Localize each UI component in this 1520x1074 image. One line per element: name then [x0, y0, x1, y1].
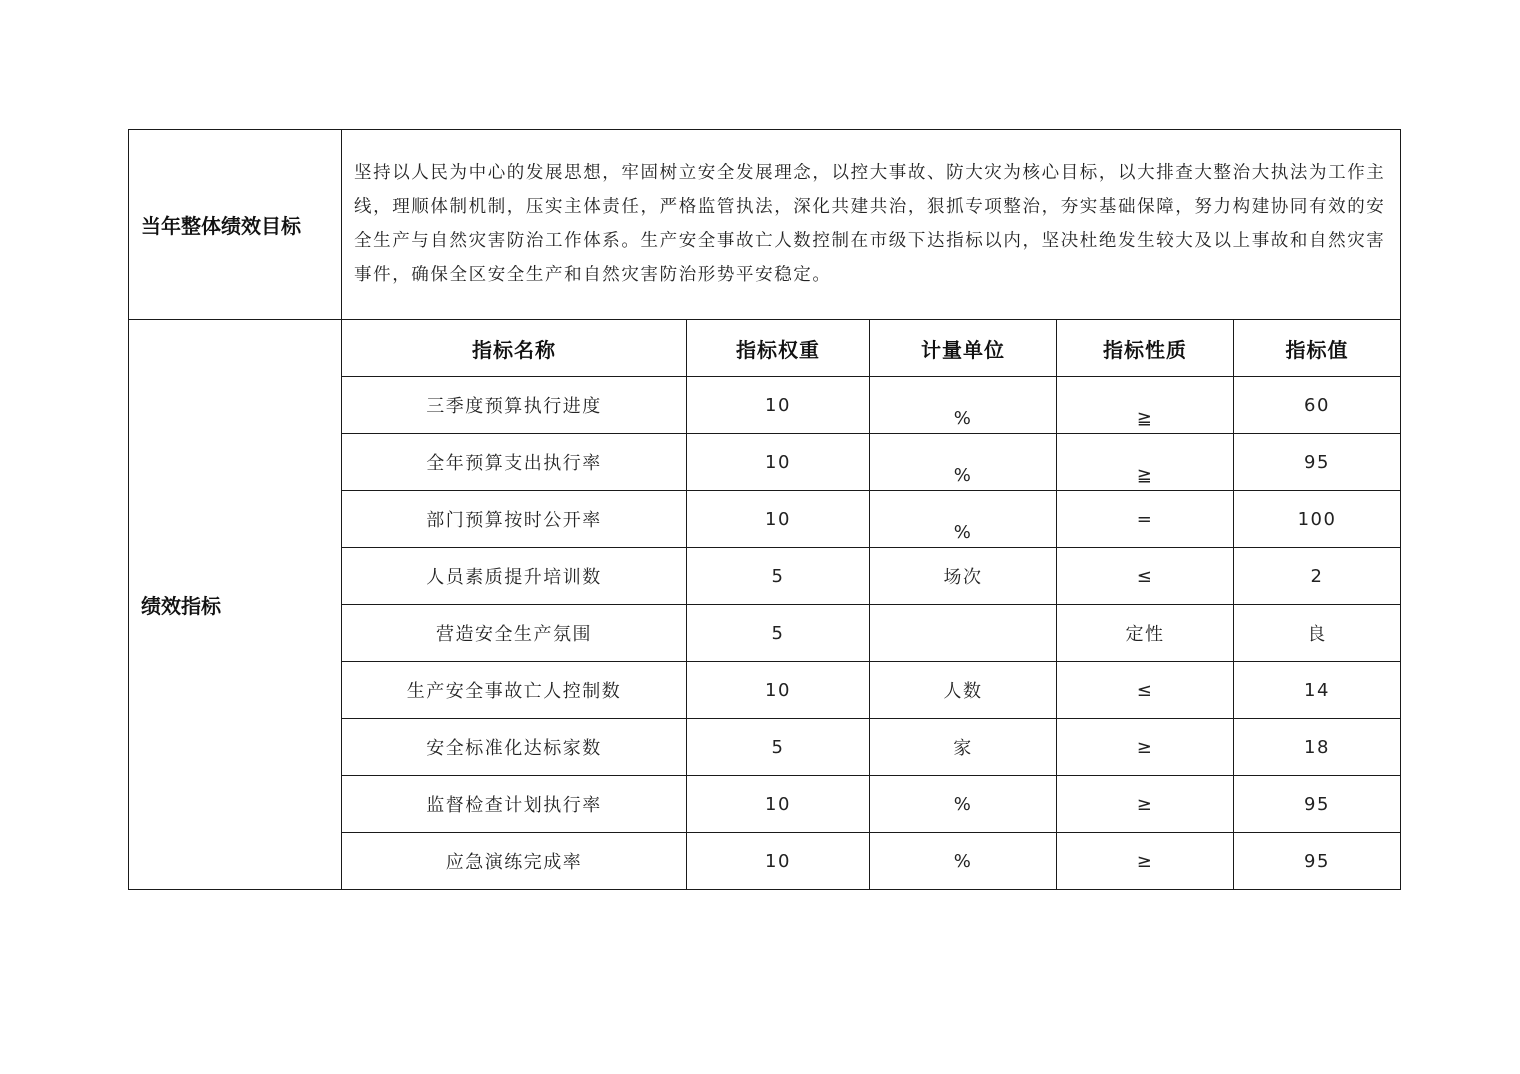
indicator-nature-cell: ≤ [1057, 662, 1234, 719]
indicator-unit-cell: 家 [870, 719, 1057, 776]
header-indicator-name: 指标名称 [342, 320, 687, 377]
overall-goal-row [129, 130, 1401, 320]
indicator-value-cell: 60 [1234, 377, 1401, 434]
indicator-weight-cell: 10 [687, 377, 870, 434]
indicators-label: 绩效指标 [129, 320, 342, 890]
indicator-weight-cell: 10 [687, 434, 870, 491]
indicator-nature-cell: = [1057, 491, 1234, 548]
indicator-unit-cell: % [870, 776, 1057, 833]
indicator-nature-cell: ≧ [1057, 434, 1234, 491]
overall-goal-label: 当年整体绩效目标 [129, 130, 342, 320]
indicator-unit-cell: 场次 [870, 548, 1057, 605]
indicator-name-cell: 安全标准化达标家数 [342, 719, 687, 776]
indicator-name-cell: 人员素质提升培训数 [342, 548, 687, 605]
indicator-weight-cell: 10 [687, 662, 870, 719]
indicator-header-row [129, 320, 1401, 377]
indicator-nature-cell: ≥ [1057, 833, 1234, 890]
indicator-value-cell: 18 [1234, 719, 1401, 776]
indicator-name-cell: 应急演练完成率 [342, 833, 687, 890]
indicator-value-cell: 95 [1234, 776, 1401, 833]
indicator-weight-cell: 5 [687, 605, 870, 662]
indicator-value-cell: 100 [1234, 491, 1401, 548]
header-unit: 计量单位 [870, 320, 1057, 377]
indicator-name-cell: 三季度预算执行进度 [342, 377, 687, 434]
indicator-nature-cell: ≤ [1057, 548, 1234, 605]
indicator-nature-cell: ≥ [1057, 719, 1234, 776]
indicator-nature-cell: 定性 [1057, 605, 1234, 662]
indicator-unit-cell: % [870, 434, 1057, 491]
indicator-unit-cell: 人数 [870, 662, 1057, 719]
indicator-weight-cell: 10 [687, 491, 870, 548]
performance-goal-table [128, 129, 1401, 890]
indicator-value-cell: 14 [1234, 662, 1401, 719]
indicator-unit-cell: % [870, 833, 1057, 890]
indicator-name-cell: 生产安全事故亡人控制数 [342, 662, 687, 719]
indicator-weight-cell: 5 [687, 719, 870, 776]
header-indicator-nature: 指标性质 [1057, 320, 1234, 377]
indicator-name-cell: 营造安全生产氛围 [342, 605, 687, 662]
indicator-value-cell: 95 [1234, 434, 1401, 491]
indicator-weight-cell: 10 [687, 776, 870, 833]
indicator-nature-cell: ≧ [1057, 377, 1234, 434]
indicator-unit-cell: % [870, 491, 1057, 548]
overall-goal-text: 坚持以人民为中心的发展思想，牢固树立安全发展理念，以控大事故、防大灾为核心目标，以大排查大整治大执法为工作主线，理顺体制机制，压实主体责任，严格监管执法，深化共建共治，狠抓专项整治，夯实基础保障，努力构建协同有效的安全生产与自然灾害防治工作体系。生产安全事故亡人数控制在市级下达指标以内，坚决杜绝发生较大及以上事故和自然灾害事件，确保全区安全生产和自然灾害防治形势平安稳定。 [342, 130, 1401, 320]
indicator-name-cell: 部门预算按时公开率 [342, 491, 687, 548]
indicator-nature-cell: ≥ [1057, 776, 1234, 833]
indicator-name-cell: 监督检查计划执行率 [342, 776, 687, 833]
indicator-value-cell: 95 [1234, 833, 1401, 890]
header-indicator-weight: 指标权重 [687, 320, 870, 377]
indicator-weight-cell: 5 [687, 548, 870, 605]
indicator-name-cell: 全年预算支出执行率 [342, 434, 687, 491]
indicator-value-cell: 2 [1234, 548, 1401, 605]
indicator-unit-cell [870, 605, 1057, 662]
indicator-weight-cell: 10 [687, 833, 870, 890]
indicator-value-cell: 良 [1234, 605, 1401, 662]
header-indicator-value: 指标值 [1234, 320, 1401, 377]
indicator-unit-cell: % [870, 377, 1057, 434]
